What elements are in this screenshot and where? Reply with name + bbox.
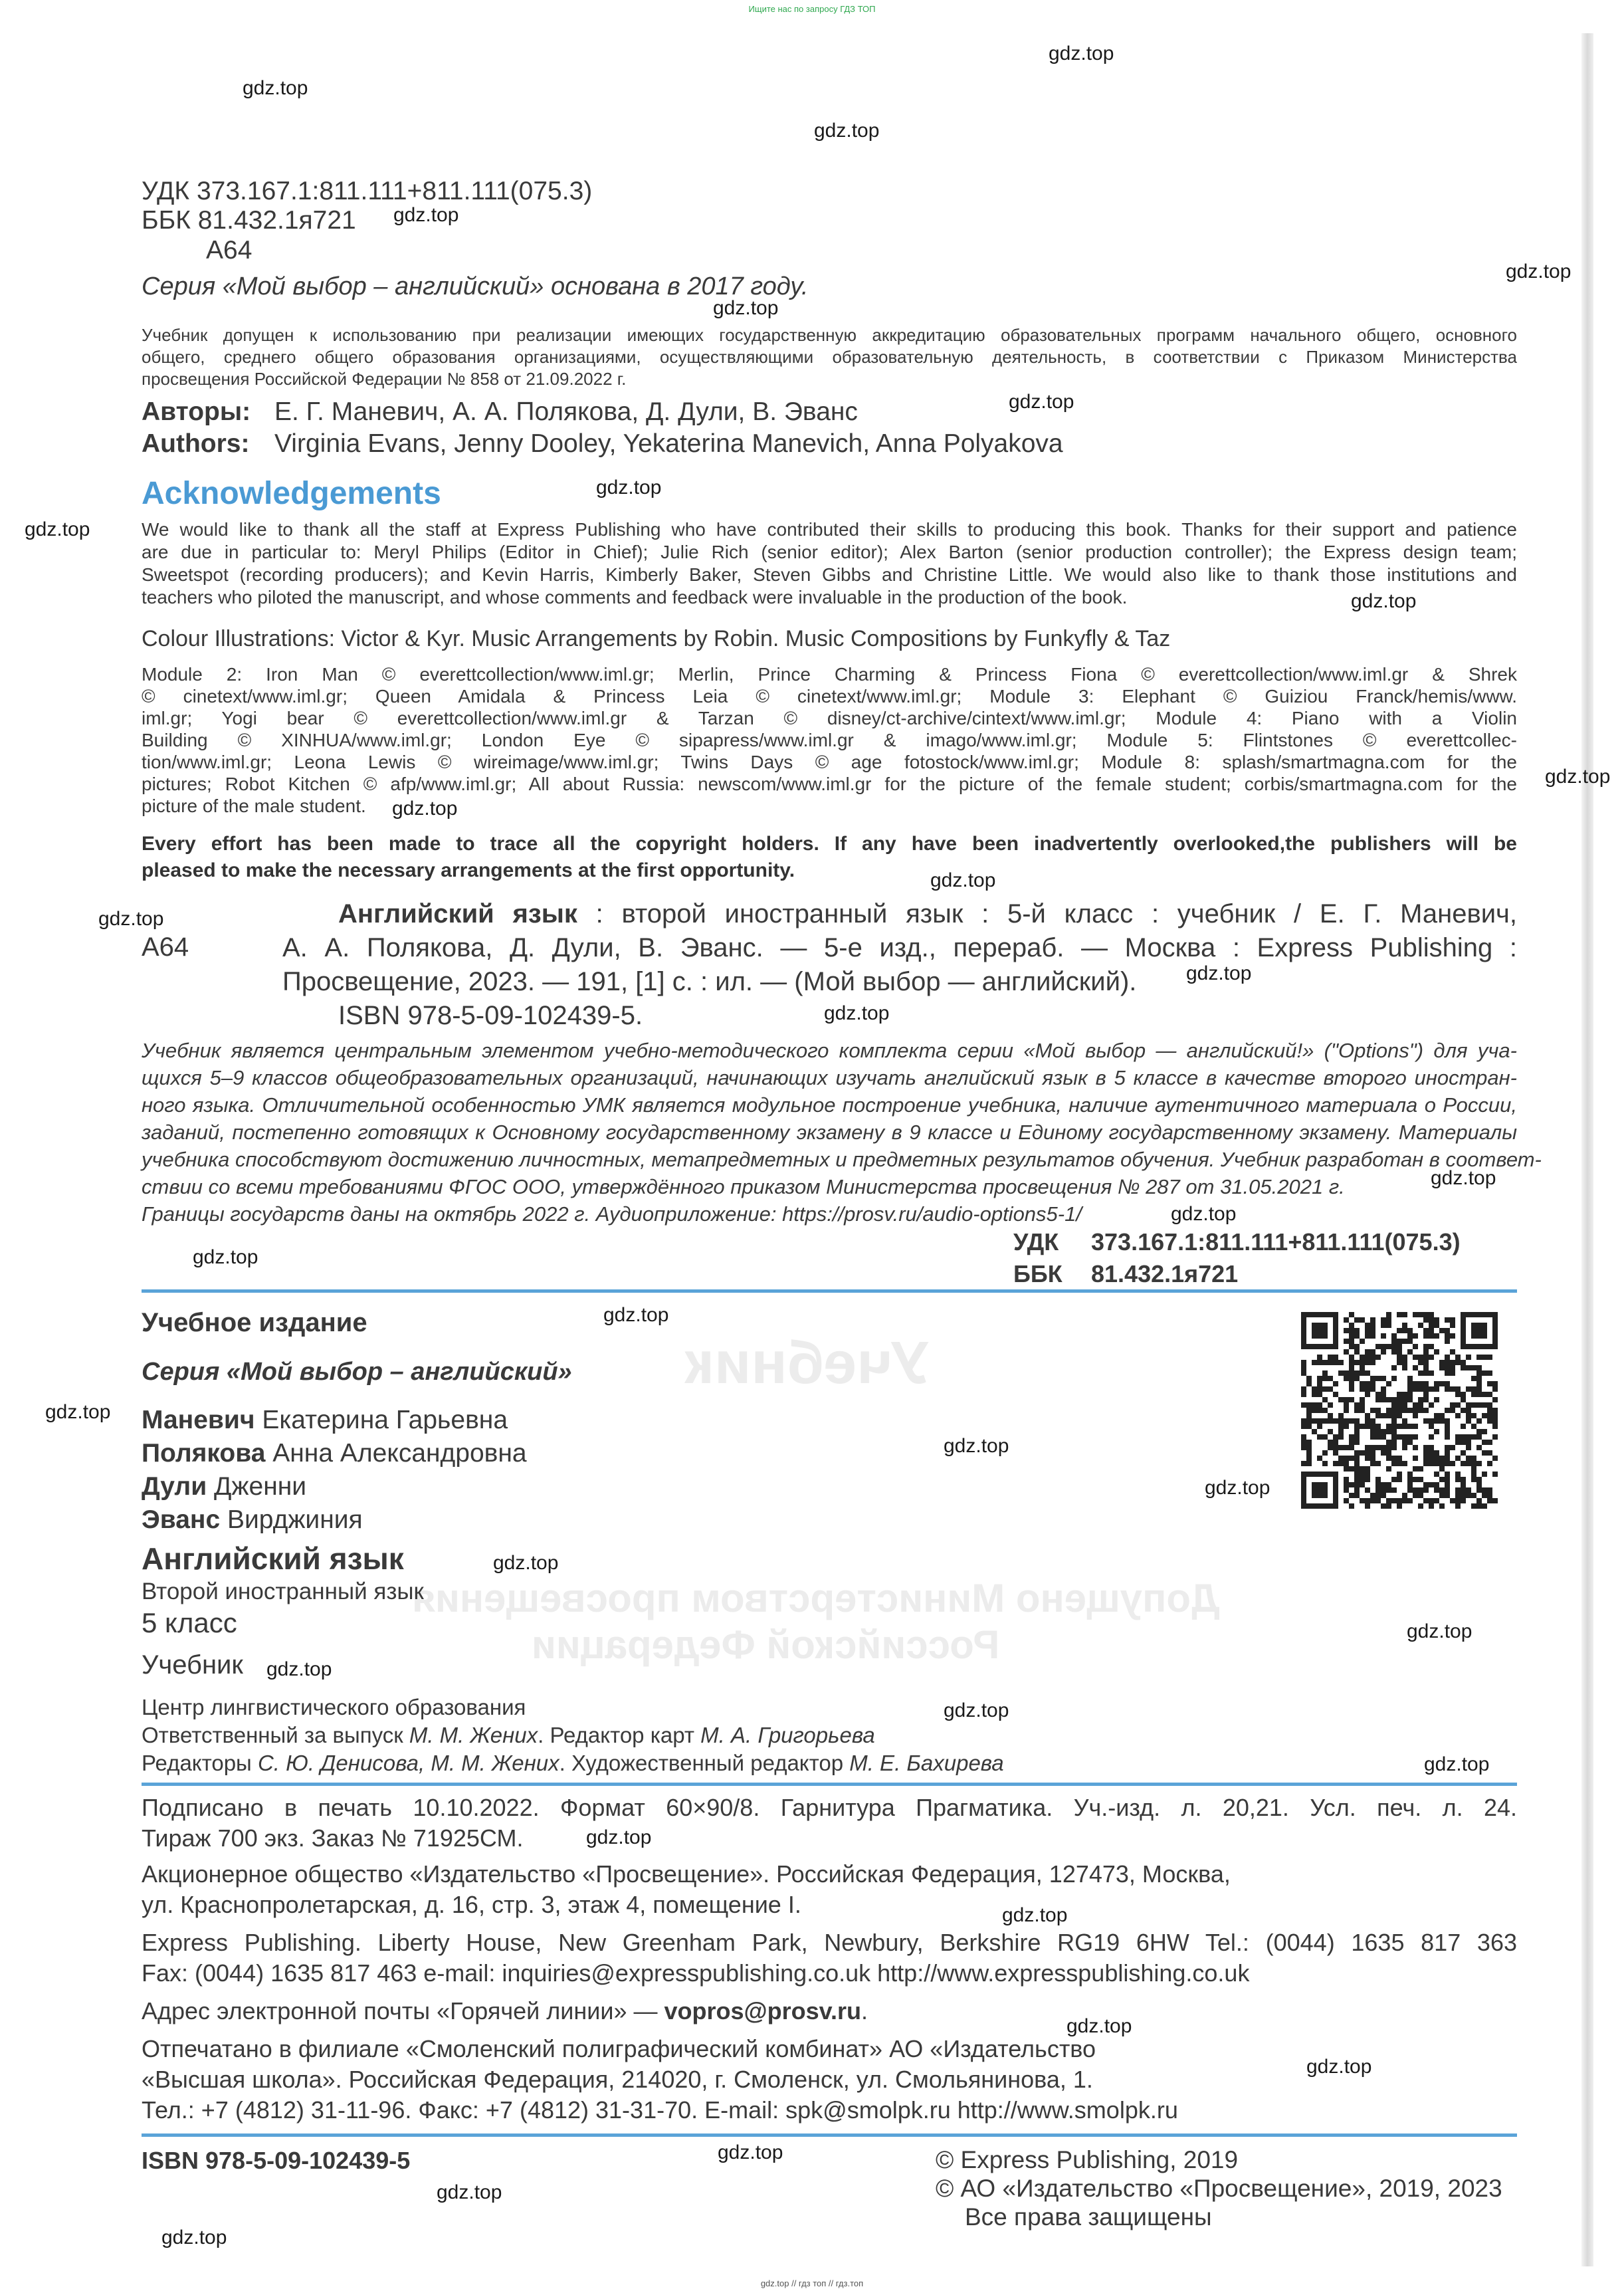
editors-names: С. Ю. Денисова, М. М. Жених [257,1751,559,1775]
watermark: gdz.top [824,1002,890,1024]
imprint-author [142,1404,527,1437]
map-label: . Редактор карт [538,1723,701,1747]
biblio-title: Английский язык [338,899,577,929]
resp-name: М. М. Жених [409,1723,538,1747]
publisher-line: Акционерное общество «Издательство «Просвещение». Российская Федерация, 127473, Москва, [142,1860,1231,1888]
art-label: . Художественный редактор [559,1751,850,1775]
biblio-line-3: Просвещение, 2023. — 191, [1] с. : ил. — (Мой выбор — английский). [282,967,1137,996]
watermark: gdz.top [1009,391,1074,413]
authors-en [142,429,1063,459]
annotation-line: ного языка. Отличительной особенностью УМК является модульное построение учебника, наличие аутентичного материала о России, [142,1093,1517,1117]
colour-credits: Colour Illustrations: Victor & Kyr. Music Arrangements by Robin. Music Compositions by Funkyfly & Taz [142,626,1171,651]
udk-bold-label: УДК [1013,1228,1059,1256]
watermark: gdz.top [1424,1753,1490,1775]
footer-copyright [936,2145,1502,2231]
watermark: gdz.top [596,477,662,498]
author-surname: Маневич [142,1406,255,1434]
express-address [142,1927,1517,1989]
approval-line: общего, среднего общего образования организациями, осуществляющими образовательную деятельность, в соответствии с Приказом Министерства [142,347,1517,367]
authors-ru-label: Авторы: [142,397,251,426]
biblio-line-2: А. А. Полякова, Д. Дули, В. Эванс. — 5-е изд., перераб. — Москва : Express Publishing : [282,933,1517,962]
authors-ru-names: Е. Г. Маневич, А. А. Полякова, Д. Дули, В. Эванс [274,397,858,426]
bbk-bold [1013,1260,1238,1288]
biblio-line1-rest: : второй иностранный язык : 5-й класс : учебник / Е. Г. Маневич, [577,899,1517,929]
watermark: gdz.top [944,1435,1009,1457]
picture-credits [142,663,1517,817]
ghost-text-3: Российской Федерации [532,1622,1000,1667]
watermark: gdz.top [1431,1167,1496,1189]
annotation [142,1037,1542,1228]
ack-title: Acknowledgements [142,476,441,511]
credits-line: Building © XINHUA/www.iml.gr; London Eye © sipapress/www.iml.gr & imago/www.iml.gr; Module 5: Flintstones © everettcollec- [142,730,1517,750]
staff-credits [142,1694,1004,1777]
ack-line: We would like to thank all the staff at Express Publishing who have contributed their skills to producing this book. Thanks for their support and patience [142,519,1517,540]
bbk-bold-value: 81.432.1я721 [1091,1260,1239,1287]
hotline-end: . [861,1997,868,2024]
center-line: Центр лингвистического образования [142,1695,526,1719]
divider-3 [142,2133,1517,2137]
watermark: gdz.top [1306,2056,1372,2078]
ack-line: Sweetspot (recording producers); and Kevin Harris, Kimberly Baker, Steven Gibbs and Christine Little. We would also like to thank those institutions and [142,564,1517,585]
printer-line: Отпечатано в филиале «Смоленский полиграфический комбинат» АО «Издательство [142,2035,1096,2062]
watermark: gdz.top [392,798,458,820]
ghost-text-2: Допущено Министерством просвещения [412,1576,1220,1620]
copyright-line: Every effort has been made to trace all the copyright holders. If any have been inadvertently overlooked,the publishers will be [142,833,1517,855]
annotation-line: Границы государств даны на октябрь 2022 г. Аудиоприложение: https://prosv.ru/audio-options5-1/ [142,1202,1082,1226]
watermark: gdz.top [493,1552,559,1574]
book-type: Учебник [142,1650,243,1680]
printer-info [142,2034,1178,2126]
book-subtitle: Второй иностранный язык [142,1579,424,1604]
udk-line: УДК 373.167.1:811.111+811.111(075.3) [142,177,593,205]
book-grade: 5 класс [142,1607,237,1638]
watermark: gdz.top [1351,590,1417,612]
credits-line: iml.gr; Yogi bear © everettcollection/www.iml.gr & Tarzan © disney/ct-archive/cintext/www.iml.gr; Module 4: Piano with a Violin [142,708,1517,728]
credits-line: tion/www.iml.gr; Leona Lewis © wireimage/www.iml.gr; Twins Days © age fotostock/www.iml.gr; Module 8: splash/smartmagna.com for the [142,752,1517,772]
hotline [142,1997,868,2025]
watermark: gdz.top [266,1658,332,1680]
divider-1 [142,1289,1517,1293]
approval-text [142,324,1517,390]
watermark: gdz.top [930,869,996,891]
author-surname: Полякова [142,1439,266,1468]
divider-2 [142,1783,1517,1786]
annotation-line: заданий, постепенно готовящих к Основному государственному экзамену в 9 классе и Единому государственному экзамену. Материалы [142,1121,1517,1144]
watermark: gdz.top [1171,1203,1237,1225]
udk-bold [1013,1228,1461,1256]
credits-line: © cinetext/www.iml.gr; Queen Amidala & Princess Leia © cinetext/www.iml.gr; Module 3: Elephant © Guiziou Franck/hemis/www. [142,686,1517,707]
approval-line: Учебник допущен к использованию при реализации имеющих государственную аккредитацию образовательных программ начального общего, основного [142,325,1517,345]
watermark: gdz.top [1002,1904,1068,1926]
watermark: gdz.top [1545,766,1611,788]
resp-label: Ответственный за выпуск [142,1723,409,1747]
imprint-authors [142,1404,527,1537]
approval-line: просвещения Российской Федерации № 858 от 21.09.2022 г. [142,369,627,389]
watermark: gdz.top [243,77,308,99]
watermark: gdz.top [25,518,90,540]
author-surname: Эванс [142,1505,221,1534]
watermark: gdz.top [1506,261,1572,282]
responsible-line [142,1721,1004,1749]
watermark: gdz.top [814,120,880,142]
author-surname: Дули [142,1472,207,1501]
bbk-line: ББК 81.432.1я721 [142,206,356,235]
watermark: gdz.top [45,1401,111,1423]
express-line: Fax: (0044) 1635 817 463 e-mail: inquiries@expresspublishing.co.uk http://www.expresspublishing.co.uk [142,1959,1250,1987]
authors-ru [142,397,858,427]
copyright-line: pleased to make the necessary arrangements at the first opportunity. [142,859,795,881]
imprint-series: Серия «Мой выбор – английский» [142,1358,572,1386]
copyright-notice [142,831,1517,884]
copyright-express: © Express Publishing, 2019 [936,2146,1239,2173]
udk-bold-value: 373.167.1:811.111+811.111(075.3) [1091,1228,1461,1256]
watermark: gdz.top [161,2227,227,2248]
watermark: gdz.top [603,1304,669,1326]
imprint-author [142,1437,527,1470]
watermark: gdz.top [1049,43,1114,64]
express-line: Express Publishing. Liberty House, New Greenham Park, Newbury, Berkshire RG19 6HW Tel.: (0044) 1635 817 363 [142,1929,1517,1956]
printer-line: «Высшая школа». Российская Федерация, 214020, г. Смоленск, ул. Смольянинова, 1. [142,2066,1093,2093]
authors-en-label: Authors: [142,429,250,458]
editors-line [142,1749,1004,1777]
hotline-email: vopros@prosv.ru [664,1997,861,2024]
art-name: М. Е. Бахирева [849,1751,1004,1775]
map-name: М. А. Григорьева [700,1723,875,1747]
book-title: Английский язык [142,1541,404,1576]
watermark: gdz.top [586,1826,652,1848]
credits-line: pictures; Robot Kitchen © afp/www.iml.gr; All about Russia: newscom/www.iml.gr for the picture of the female student; corbis/smartmagna.com for the [142,774,1517,794]
copyright-prosv: © АО «Издательство «Просвещение», 2019, 2023 [936,2175,1502,2202]
imprint-author [142,1470,527,1503]
watermark: gdz.top [944,1699,1009,1721]
credits-line: picture of the male student. [142,796,366,816]
editors-label: Редакторы [142,1751,258,1775]
printer-line: Тел.: +7 (4812) 31-11-96. Факс: +7 (4812) 31-31-70. E-mail: spk@smolpk.ru http://www.smolpk.ru [142,2096,1178,2124]
print-line: Подписано в печать 10.10.2022. Формат 60×90/8. Гарнитура Прагматика. Уч.-изд. л. 20,21. Усл. печ. л. 24. [142,1794,1517,1821]
rights-reserved: Все права защищены [965,2203,1212,2231]
imprint-author [142,1503,527,1537]
author-name: Вирджиния [220,1505,363,1534]
watermark: gdz.top [393,204,459,226]
page-edge-shadow [1581,33,1593,2266]
qr-code [1301,1312,1498,1509]
footer-isbn: ISBN 978-5-09-102439-5 [142,2147,411,2174]
watermark: gdz.top [1186,962,1252,984]
series-note: Серия «Мой выбор – английский» основана в 2017 году. [142,273,809,300]
qr-code-graphic [1301,1312,1498,1509]
edition-type: Учебное издание [142,1308,367,1337]
author-name: Анна Александровна [265,1439,527,1468]
watermark: gdz.top [1205,1477,1270,1499]
hotline-label: Адрес электронной почты «Горячей линии» — [142,1997,664,2024]
ghost-text-1: Учебник [684,1330,929,1396]
biblio-code: А64 [142,932,189,962]
watermark: gdz.top [1066,2015,1132,2037]
ack-line: are due in particular to: Meryl Philips (Editor in Chief); Julie Rich (senior editor); Alex Barton (senior production controller); the Express design team; [142,542,1517,562]
annotation-line: щихся 5–9 классов общеобразовательных организаций, начинающих изучать английский язык в 5 классе в качестве второго иностран- [142,1066,1517,1089]
top-note: Ищите нас по запросу ГДЗ ТОП [748,4,876,14]
authors-en-names: Virginia Evans, Jenny Dooley, Yekaterina Manevich, Anna Polyakova [274,429,1063,458]
ack-line: teachers who piloted the manuscript, and whose comments and feedback were invaluable in the production of the book. [142,587,1128,607]
publisher-line: ул. Краснопролетарская, д. 16, стр. 3, этаж 4, помещение I. [142,1891,801,1918]
watermark: gdz.top [437,2181,502,2203]
classification-code: А64 [206,236,253,265]
ack-text [142,518,1517,609]
watermark: gdz.top [193,1246,258,1268]
watermark: gdz.top [718,2141,783,2163]
print-line: Тираж 700 экз. Заказ № 71925СМ. [142,1824,524,1852]
watermark: gdz.top [713,297,779,319]
annotation-line: ствии со всеми требованиями ФГОС ООО, утверждённого приказом Министерства просвещения № 287 от 31.05.2021 г. [142,1175,1345,1198]
bottom-note: gdz.top // гдз топ // гдз.топ [760,2278,864,2288]
author-name: Дженни [207,1472,307,1501]
biblio-isbn: ISBN 978-5-09-102439-5. [338,1001,643,1030]
watermark: gdz.top [1407,1620,1472,1642]
credits-line: Module 2: Iron Man © everettcollection/www.iml.gr; Merlin, Prince Charming & Princess Fiona © everettcollection/www.iml.gr & Shrek [142,664,1517,685]
author-name: Екатерина Гарьевна [254,1406,508,1434]
watermark: gdz.top [98,908,164,930]
biblio-line-1 [282,897,1517,931]
print-details [142,1793,1517,1854]
biblio-record [282,897,1517,1033]
bbk-bold-label: ББК [1013,1260,1063,1287]
annotation-line: учебника способствуют достижению личностных, метапредметных и предметных результатов обучения. Учебник разработан в соответ- [142,1148,1542,1171]
annotation-line: Учебник является центральным элементом учебно-методического комплекта серии «Мой выбор — английский!» ("Options") для уча- [142,1039,1517,1062]
